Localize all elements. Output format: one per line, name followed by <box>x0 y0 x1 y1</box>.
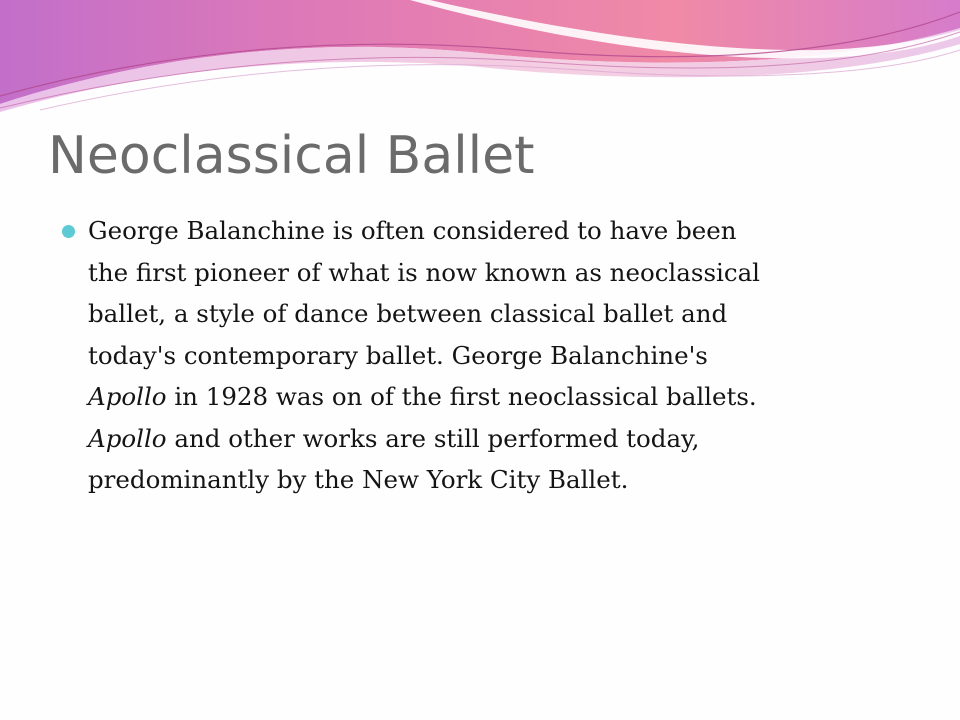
header-wave-decoration <box>0 0 960 120</box>
bullet-line: the first pioneer of what is now known as neoclassical <box>88 257 761 287</box>
bullet-line: George Balanchine is often considered to have been <box>88 216 737 245</box>
bullet-line: ballet, a style of dance between classical ballet and <box>88 299 728 328</box>
bullet-line: today's contemporary ballet. George Balanchine's <box>88 340 708 370</box>
bullet-line: Apollo in 1928 was on of the first neoclassical ballets. <box>88 382 757 411</box>
slide-title: Neoclassical Ballet <box>48 126 535 186</box>
work-title-apollo: Apollo <box>88 382 167 411</box>
bullet-paragraph <box>88 210 918 501</box>
work-title-apollo: Apollo <box>88 423 167 453</box>
bullet-line: Apollo and other works are still performed today, <box>88 423 700 453</box>
bullet-dot-icon <box>62 225 75 238</box>
bullet-line: predominantly by the New York City Ballet. <box>88 465 629 494</box>
